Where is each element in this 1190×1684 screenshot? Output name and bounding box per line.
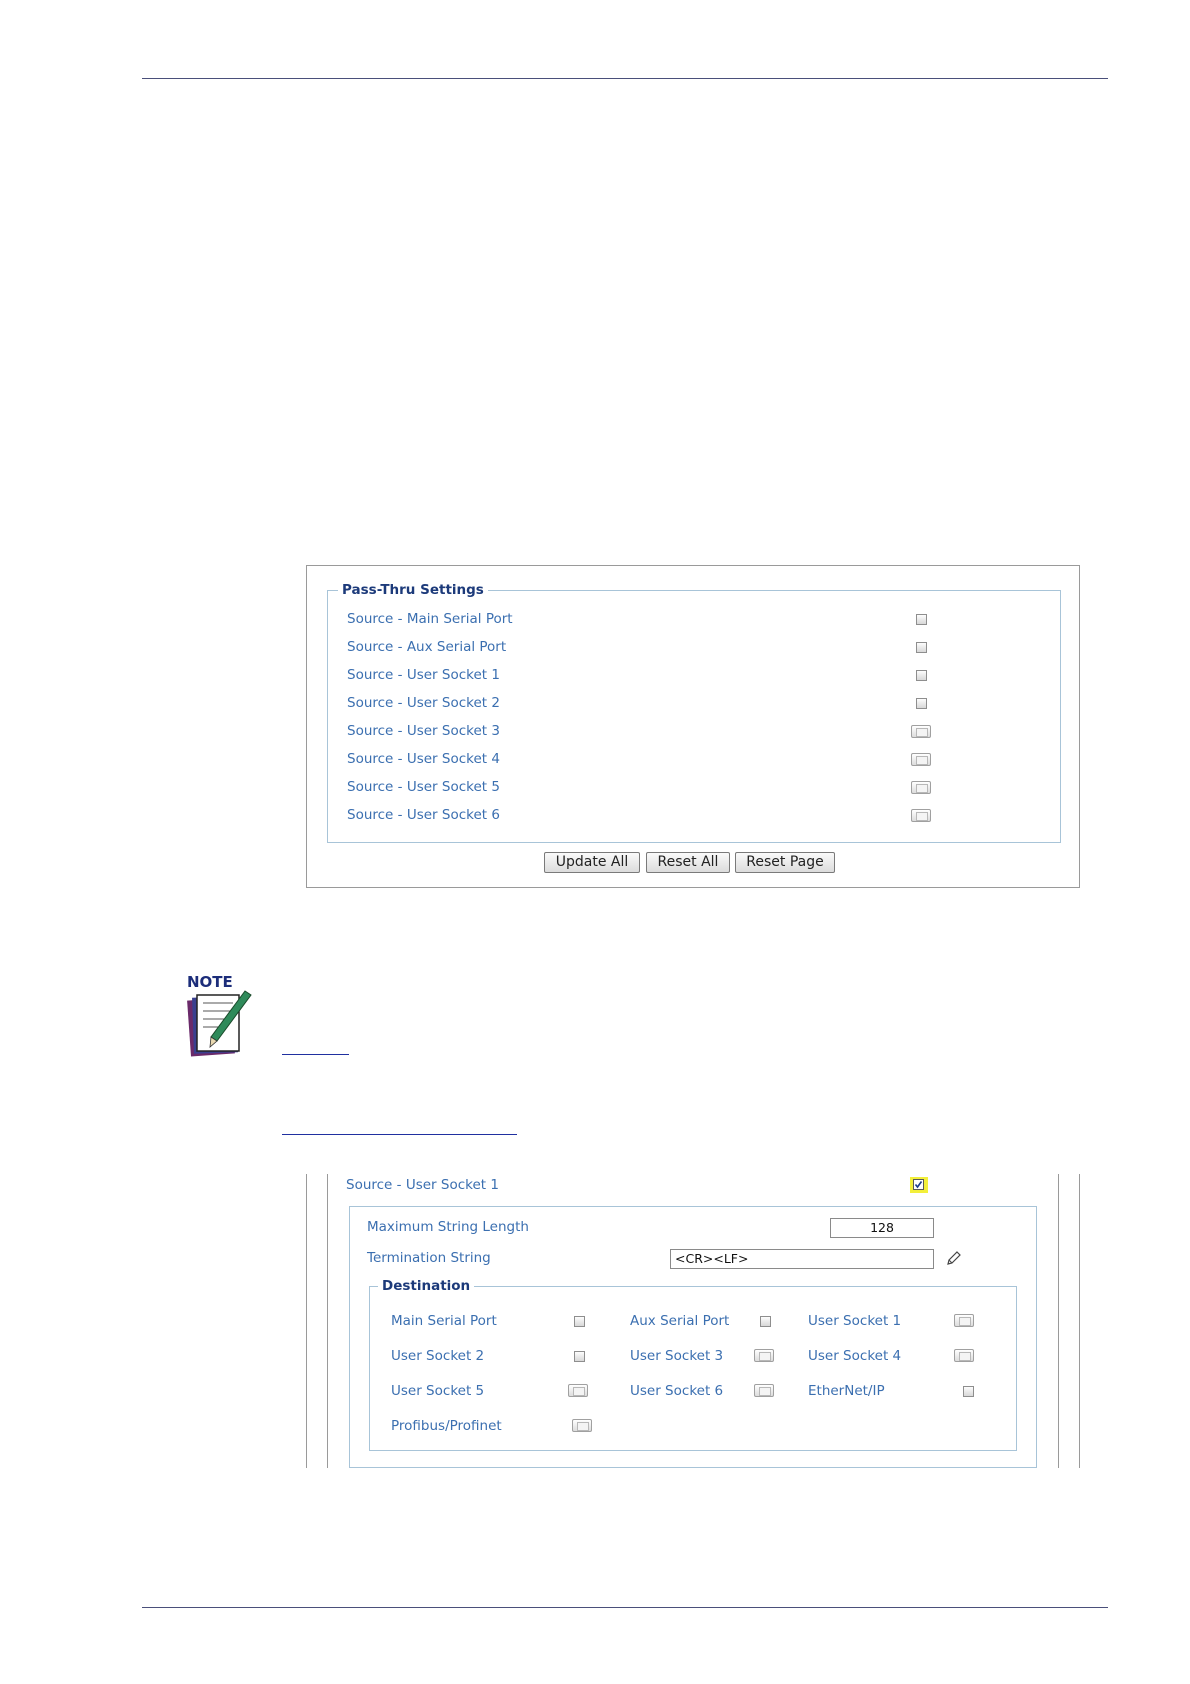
source-aux-serial-port-checkbox[interactable]	[916, 642, 927, 653]
header-rule	[142, 78, 1108, 79]
dest-user-socket-6-checkbox[interactable]	[754, 1384, 774, 1397]
footer-rule	[142, 1607, 1108, 1608]
dest-user-socket-5-label: User Socket 5	[391, 1383, 485, 1399]
dest-user-socket-5-checkbox[interactable]	[568, 1384, 588, 1397]
source-user-socket-1-label: Source - User Socket 1	[347, 667, 500, 683]
dest-ethernet-ip-checkbox[interactable]	[963, 1386, 974, 1397]
dest-user-socket-4-checkbox[interactable]	[954, 1349, 974, 1362]
pass-thru-legend: Pass-Thru Settings	[338, 582, 488, 598]
source-user-socket-6-checkbox[interactable]	[911, 809, 931, 822]
dest-ethernet-ip-label: EtherNet/IP	[808, 1383, 885, 1399]
source-user-socket-1-label: Source - User Socket 1	[346, 1177, 499, 1193]
source-user-socket-5-label: Source - User Socket 5	[347, 779, 500, 795]
note-link-underline[interactable]	[282, 1054, 349, 1055]
source-user-socket-3-checkbox[interactable]	[911, 725, 931, 738]
dest-user-socket-2-label: User Socket 2	[391, 1348, 485, 1364]
dest-profibus-profinet-label: Profibus/Profinet	[391, 1418, 502, 1434]
pass-thru-fieldset	[327, 582, 1061, 843]
user-socket-1-panel	[306, 1174, 1080, 1468]
dest-main-serial-port-label: Main Serial Port	[391, 1313, 497, 1329]
source-user-socket-1-checkbox[interactable]	[916, 670, 927, 681]
source-main-serial-port-checkbox[interactable]	[916, 614, 927, 625]
source-user-socket-2-checkbox[interactable]	[916, 698, 927, 709]
source-user-socket-1-checkbox[interactable]	[910, 1177, 928, 1193]
dest-aux-serial-port-label: Aux Serial Port	[630, 1313, 730, 1329]
dest-main-serial-port-checkbox[interactable]	[574, 1316, 585, 1327]
source-main-serial-port-label: Source - Main Serial Port	[347, 611, 513, 627]
section-link-underline[interactable]	[282, 1134, 517, 1135]
source-user-socket-4-checkbox[interactable]	[911, 753, 931, 766]
reset-page-button[interactable]: Reset Page	[735, 852, 835, 873]
max-string-length-input[interactable]: 128	[830, 1218, 934, 1238]
note-icon-label: NOTE	[187, 973, 233, 991]
dest-user-socket-3-checkbox[interactable]	[754, 1349, 774, 1362]
dest-user-socket-1-checkbox[interactable]	[954, 1314, 974, 1327]
update-all-button[interactable]: Update All	[544, 852, 640, 873]
dest-profibus-profinet-checkbox[interactable]	[572, 1419, 592, 1432]
source-user-socket-3-label: Source - User Socket 3	[347, 723, 500, 739]
source-user-socket-6-label: Source - User Socket 6	[347, 807, 500, 823]
source-user-socket-2-label: Source - User Socket 2	[347, 695, 500, 711]
source-user-socket-5-checkbox[interactable]	[911, 781, 931, 794]
pass-thru-settings-panel	[306, 565, 1080, 888]
note-icon	[183, 973, 255, 1059]
dest-user-socket-2-checkbox[interactable]	[574, 1351, 585, 1362]
termination-string-label: Termination String	[367, 1250, 491, 1266]
termination-string-input[interactable]: <CR><LF>	[670, 1249, 934, 1269]
dest-user-socket-1-label: User Socket 1	[808, 1313, 902, 1329]
dest-aux-serial-port-checkbox[interactable]	[760, 1316, 771, 1327]
pencil-icon[interactable]	[946, 1250, 962, 1266]
dest-user-socket-4-label: User Socket 4	[808, 1348, 902, 1364]
max-string-length-label: Maximum String Length	[367, 1219, 529, 1235]
destination-legend: Destination	[378, 1278, 474, 1294]
reset-all-button[interactable]: Reset All	[646, 852, 730, 873]
dest-user-socket-6-label: User Socket 6	[630, 1383, 724, 1399]
source-user-socket-4-label: Source - User Socket 4	[347, 751, 500, 767]
dest-user-socket-3-label: User Socket 3	[630, 1348, 724, 1364]
checkmark-icon	[914, 1180, 923, 1189]
source-aux-serial-port-label: Source - Aux Serial Port	[347, 639, 507, 655]
